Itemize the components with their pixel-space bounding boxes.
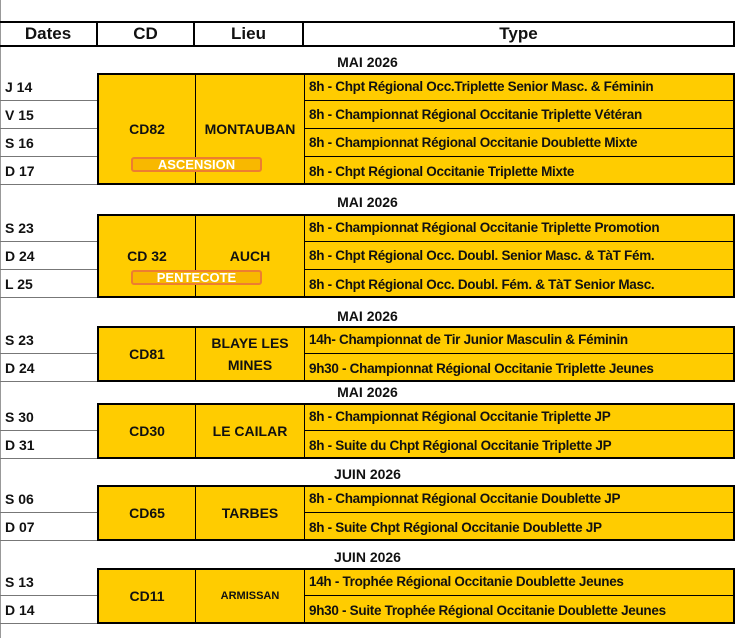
lieu-cell: BLAYE LES MINES — [196, 328, 305, 380]
lieu-cell: AUCH — [196, 216, 305, 296]
cd-cell: CD65 — [99, 487, 196, 539]
holiday-badge: ASCENSION — [131, 157, 262, 172]
lieu-cell: ARMISSAN — [196, 570, 305, 622]
highlighted-area — [97, 568, 735, 624]
highlighted-area — [97, 326, 735, 382]
date-cell: L 25 — [0, 270, 98, 298]
cd-cell: CD81 — [99, 328, 196, 380]
table-header — [0, 21, 735, 47]
date-cell: D 24 — [0, 354, 98, 382]
cd-cell: CD30 — [99, 405, 196, 457]
type-cell: 8h - Chpt Régional Occitanie Triplette Mixte — [309, 163, 575, 179]
date-cell: D 07 — [0, 513, 98, 541]
lieu-cell: TARBES — [196, 487, 305, 539]
month-label: JUIN 2026 — [334, 549, 401, 565]
holiday-badge: PENTECOTE — [131, 270, 262, 285]
header-lieu: Lieu — [195, 23, 304, 45]
type-cell: 8h - Championnat Régional Occitanie Triplette Vétéran — [305, 101, 733, 129]
cd-cell: CD11 — [99, 570, 196, 622]
type-cell: 8h - Chpt Régional Occ.Triplette Senior Masc. & Féminin — [305, 73, 733, 101]
event-block — [0, 73, 735, 185]
event-block — [0, 403, 735, 459]
month-label: MAI 2026 — [337, 194, 398, 210]
event-block — [0, 214, 735, 298]
type-cell: 8h - Championnat Régional Occitanie Doublette Mixte — [305, 129, 733, 157]
date-cell: S 23 — [0, 326, 98, 354]
type-cell: 14h- Championnat de Tir Junior Masculin & Féminin — [305, 326, 733, 354]
month-label: MAI 2026 — [337, 308, 398, 324]
type-cell: 8h - Suite du Chpt Régional Occitanie Triplette JP — [309, 437, 612, 453]
lieu-cell: MONTAUBAN — [196, 75, 305, 183]
event-block — [0, 485, 735, 541]
date-cell: S 13 — [0, 568, 98, 596]
type-cell: 9h30 - Championnat Régional Occitanie Triplette Jeunes — [309, 360, 654, 376]
type-cell: 8h - Championnat Régional Occitanie Doublette JP — [305, 485, 733, 513]
month-label: JUIN 2026 — [334, 466, 401, 482]
cd-cell: CD82 — [99, 75, 196, 183]
type-cell: 8h - Suite Chpt Régional Occitanie Doublette JP — [309, 519, 602, 535]
type-cell: 8h - Championnat Régional Occitanie Triplette Promotion — [305, 214, 733, 242]
date-cell: V 15 — [0, 101, 98, 129]
event-block — [0, 326, 735, 382]
highlighted-area — [97, 403, 735, 459]
highlighted-area — [97, 73, 735, 185]
date-cell: D 17 — [0, 157, 98, 185]
header-type: Type — [499, 24, 538, 43]
event-block — [0, 568, 735, 624]
type-cell: 8h - Chpt Régional Occ. Doubl. Senior Masc. & TàT Fém. — [305, 242, 733, 270]
month-label: MAI 2026 — [337, 384, 398, 400]
lieu-cell: LE CAILAR — [196, 405, 305, 457]
type-cell: 8h - Championnat Régional Occitanie Triplette JP — [305, 403, 733, 431]
highlighted-area — [97, 485, 735, 541]
highlighted-area — [97, 214, 735, 298]
type-cell: 8h - Chpt Régional Occ. Doubl. Fém. & TàT Senior Masc. — [309, 276, 655, 292]
date-cell: D 24 — [0, 242, 98, 270]
header-dates: Dates — [0, 23, 98, 45]
date-cell: S 23 — [0, 214, 98, 242]
date-cell: D 31 — [0, 431, 98, 459]
date-cell: S 16 — [0, 129, 98, 157]
date-cell: J 14 — [0, 73, 98, 101]
date-cell: S 30 — [0, 403, 98, 431]
date-cell: D 14 — [0, 596, 98, 624]
type-cell: 14h - Trophée Régional Occitanie Doublette Jeunes — [305, 568, 733, 596]
date-cell: S 06 — [0, 485, 98, 513]
month-label: MAI 2026 — [337, 54, 398, 70]
type-cell: 9h30 - Suite Trophée Régional Occitanie Doublette Jeunes — [309, 602, 666, 618]
header-cd: CD — [98, 23, 195, 45]
cd-cell: CD 32 — [99, 216, 196, 296]
